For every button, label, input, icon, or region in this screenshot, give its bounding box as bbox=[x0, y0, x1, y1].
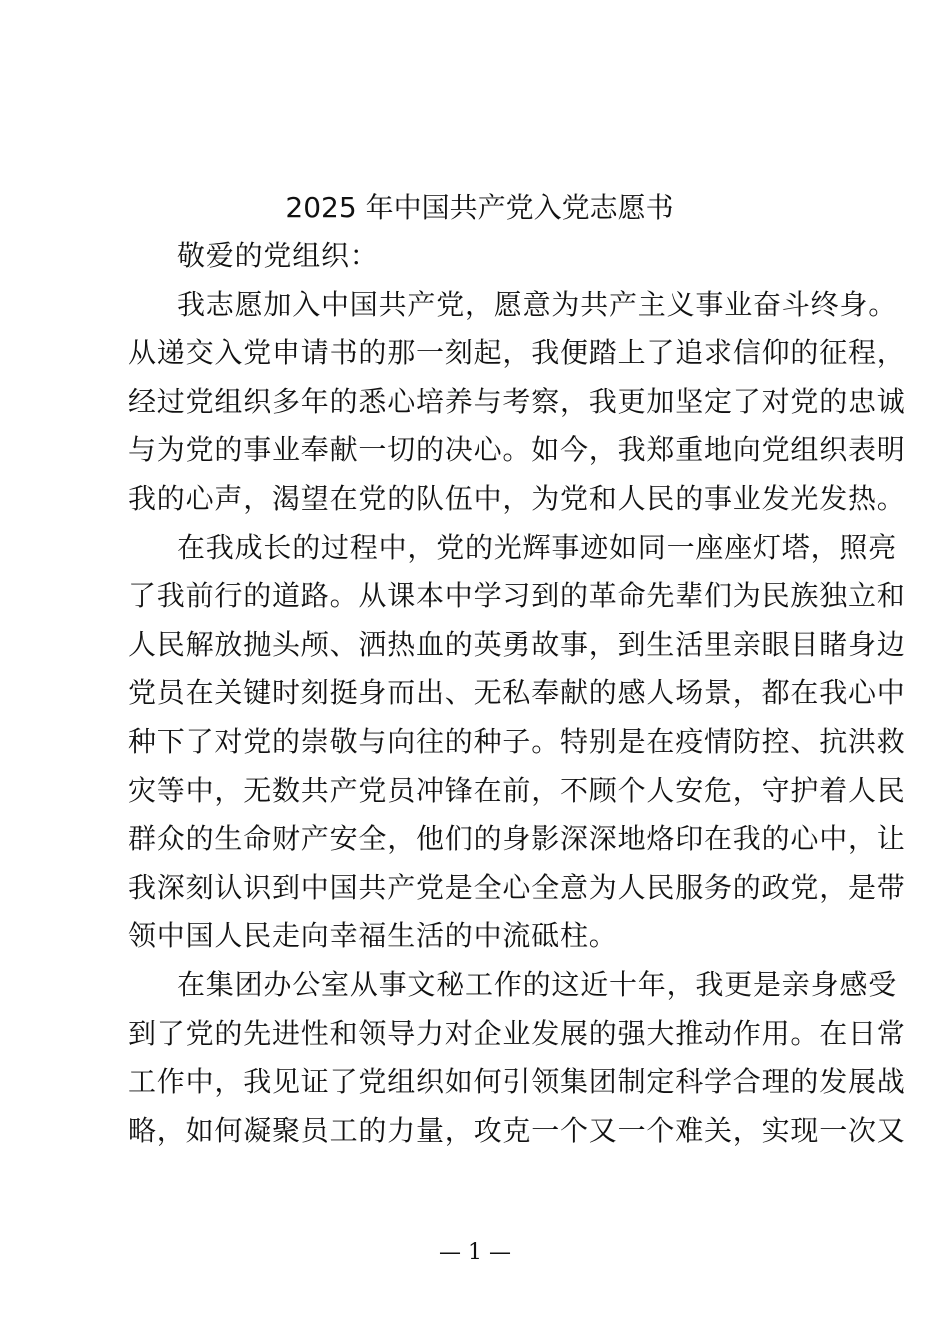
salutation: 敬爱的党组织： bbox=[177, 239, 379, 272]
paragraph-2-line-8: 我深刻认识到中国共产党是全心全意为人民服务的政党，是带 bbox=[128, 870, 906, 904]
paragraph-3-line-3: 工作中，我见证了党组织如何引领集团制定科学合理的发展战 bbox=[128, 1065, 906, 1099]
paragraph-1-line-5: 我的心声，渴望在党的队伍中，为党和人民的事业发光发热。 bbox=[128, 481, 906, 515]
paragraph-2-line-5: 种下了对党的崇敬与向往的种子。特别是在疫情防控、抗洪救 bbox=[128, 724, 906, 758]
paragraph-2-line-6: 灾等中，无数共产党员冲锋在前，不顾个人安危，守护着人民 bbox=[128, 773, 906, 807]
paragraph-2-line-2: 了我前行的道路。从课本中学习到的革命先辈们为民族独立和 bbox=[128, 579, 906, 613]
paragraph-2-line-9: 领中国人民走向幸福生活的中流砥柱。 bbox=[128, 919, 618, 953]
paragraph-3-line-2: 到了党的先进性和领导力对企业发展的强大推动作用。在日常 bbox=[128, 1016, 906, 1050]
paragraph-3-line-1: 在集团办公室从事文秘工作的这近十年，我更是亲身感受 bbox=[177, 967, 898, 1001]
paragraph-2-line-1: 在我成长的过程中，党的光辉事迹如同一座座灯塔，照亮 bbox=[177, 530, 898, 564]
paragraph-1-line-1: 我志愿加入中国共产党，愿意为共产主义事业奋斗终身。 bbox=[177, 287, 898, 321]
document-title: 2025 年中国共产党入党志愿书 bbox=[285, 191, 674, 224]
page-number: — 1 — bbox=[439, 1240, 511, 1265]
paragraph-1-line-4: 与为党的事业奉献一切的决心。如今，我郑重地向党组织表明 bbox=[128, 433, 906, 467]
paragraph-2-line-7: 群众的生命财产安全，他们的身影深深地烙印在我的心中，让 bbox=[128, 822, 906, 856]
paragraph-3-line-4: 略，如何凝聚员工的力量，攻克一个又一个难关，实现一次又 bbox=[128, 1113, 906, 1147]
paragraph-1-line-2: 从递交入党申请书的那一刻起，我便踏上了追求信仰的征程， bbox=[128, 336, 906, 370]
paragraph-1-line-3: 经过党组织多年的悉心培养与考察，我更加坚定了对党的忠诚 bbox=[128, 384, 906, 418]
document-body bbox=[128, 184, 906, 1155]
paragraph-2-line-4: 党员在关键时刻挺身而出、无私奉献的感人场景，都在我心中 bbox=[128, 676, 906, 710]
paragraph-2-line-3: 人民解放抛头颅、洒热血的英勇故事，到生活里亲眼目睹身边 bbox=[128, 627, 906, 661]
